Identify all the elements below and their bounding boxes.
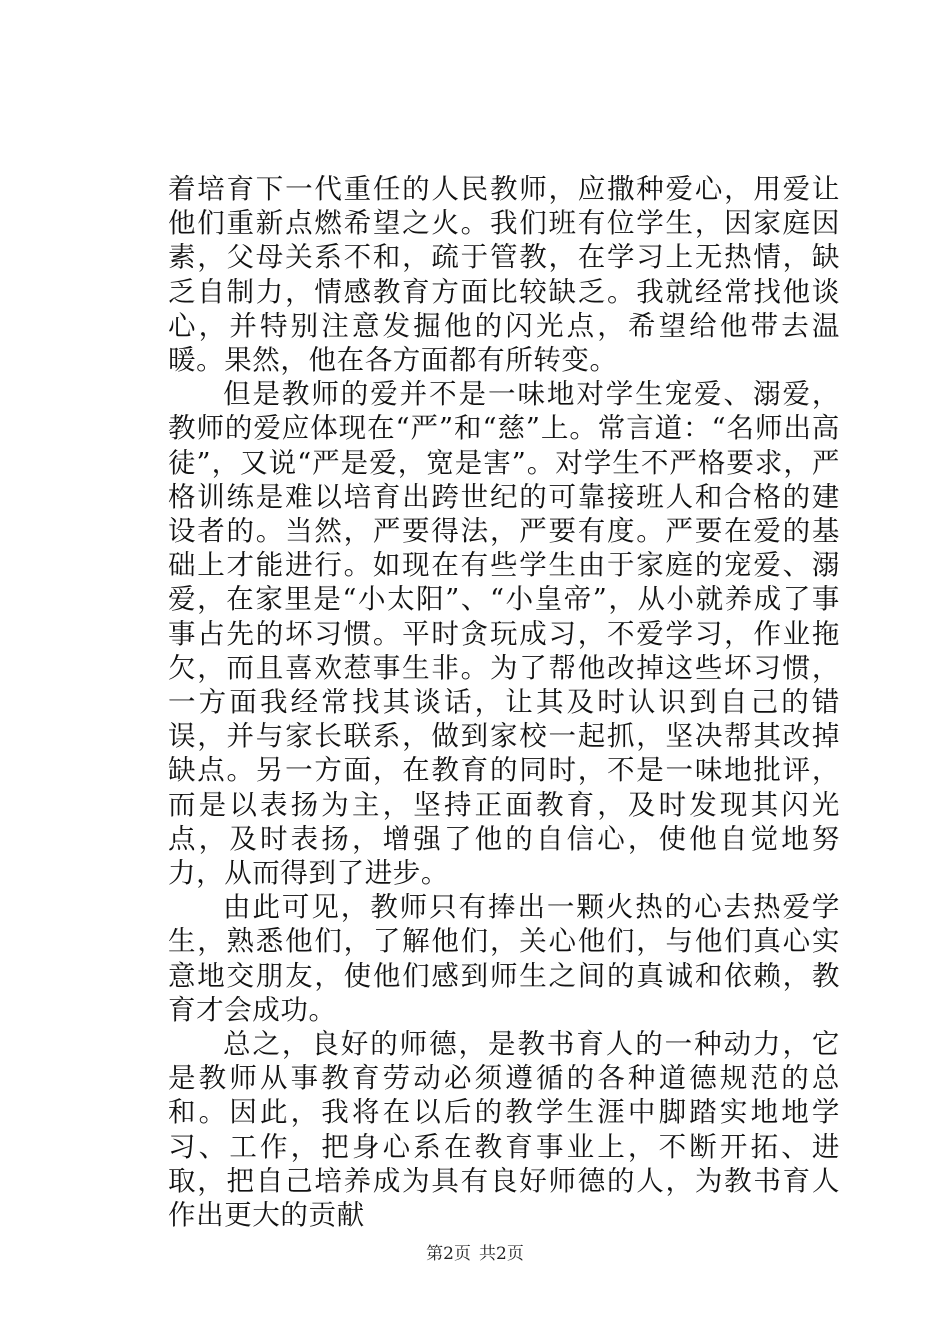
- paragraph-3: 由此可见，教师只有捧出一颗火热的心去热爱学生，熟悉他们，了解他们，关心他们，与他们真心实意地交朋友，使他们感到师生之间的真诚和依赖，教育才会成功。: [168, 891, 840, 1026]
- page-footer: [0, 1243, 950, 1265]
- document-body: [168, 172, 840, 1232]
- paragraph-4: 总之，良好的师德，是教书育人的一种动力，它是教师从事教育劳动必须遵循的各种道德规范的总和。因此，我将在以后的教学生涯中脚踏实地地学习、工作，把身心系在教育事业上，不断开拓、进取，把自己培养成为具有良好师德的人，为教书育人作出更大的贡献: [168, 1028, 840, 1232]
- paragraph-1: 着培育下一代重任的人民教师，应撒种爱心，用爱让他们重新点燃希望之火。我们班有位学生，因家庭因素，父母关系不和，疏于管教，在学习上无热情，缺乏自制力，情感教育方面比较缺乏。我就经常找他谈心，并特别注意发掘他的闪光点，希望给他带去温暖。果然，他在各方面都有所转变。: [168, 173, 840, 377]
- paragraph-2: 但是教师的爱并不是一味地对学生宠爱、溺爱，教师的爱应体现在“严”和“慈”上。常言道：“名师出高徒”，又说“严是爱，宽是害”。对学生不严格要求，严格训练是难以培育出跨世纪的可靠接班人和合格的建设者的。当然，严要得法，严要有度。严要在爱的基础上才能进行。如现在有些学生由于家庭的宠爱、溺爱，在家里是“小太阳”、“小皇帝”，从小就养成了事事占先的坏习惯。平时贪玩成习，不爱学习，作业拖欠，而且喜欢惹事生非。为了帮他改掉这些坏习惯，一方面我经常找其谈话，让其及时认识到自己的错误，并与家长联系，做到家校一起抓，坚决帮其改掉缺点。另一方面，在教育的同时，不是一味地批评，而是以表扬为主，坚持正面教育，及时发现其闪光点，及时表扬，增强了他的自信心，使他自觉地努力，从而得到了进步。: [168, 378, 840, 890]
- page-total: 共2页: [479, 1244, 524, 1264]
- page-number: 第2页: [426, 1244, 471, 1264]
